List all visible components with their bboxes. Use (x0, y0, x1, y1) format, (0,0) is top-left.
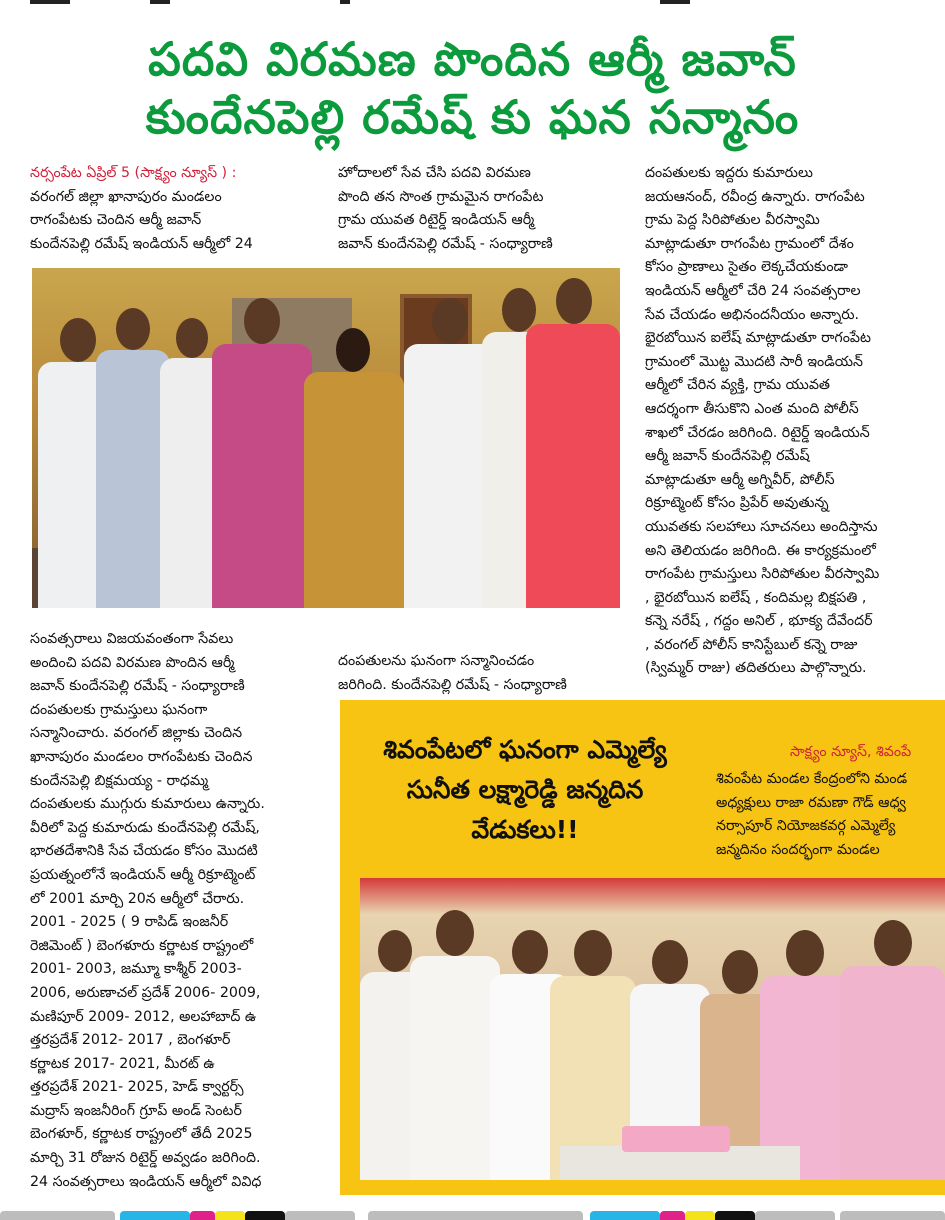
title-line: సునీత లక్ష్మారెడ్డి జన్మదిన (406, 775, 644, 804)
text-line: జవాన్ కుందేనపెల్లి రమేష్ - సంధ్యారాణి (30, 678, 245, 695)
text-line: మద్రాస్ ఇంజనీరింగ్ గ్రూప్ అండ్ సెంటర్ (30, 1102, 242, 1119)
photo-person (760, 930, 850, 1180)
text-line: భారతదేశానికి సేవ చేయడం కోసం మొదటి (30, 843, 258, 860)
text-line: గ్రామ పెద్ద సిరిపోతుల వీరస్వామి (645, 212, 820, 229)
photo-person (96, 308, 170, 608)
text-line: వరంగల్ జిల్లా ఖానాపురం మండలం (30, 188, 222, 205)
headline-line-2: కుందేనపెల్లి రమేష్ కు ఘన సన్మానం (145, 90, 800, 144)
felicitation-photo (32, 268, 620, 608)
text-line: , వరంగల్ పోలీస్ కానిస్టేబుల్ కన్నె రాజు (645, 636, 858, 653)
text-line: ప్రయత్నంలోనే ఇండియన్ ఆర్మీ రిక్రూట్మెంట్ (30, 866, 256, 883)
text-line: జయఆనంద్, రవీంద్ర ఉన్నారు. రాగంపేట (645, 188, 865, 205)
text-line: ఆదర్శంగా తీసుకొని ఎంత మంది పోలీస్ (645, 400, 859, 417)
text-line: కుందేనపెల్లి బిక్షమయ్య - రాధమ్మ (30, 772, 209, 789)
second-article-title (350, 730, 700, 850)
text-line: వీరిలో పెద్ద కుమారుడు కుందేనపెల్లి రమేష్, (30, 819, 260, 836)
text-line: త్తరప్రదేశ్ 2012- 2017 , బెంగళూర్ (30, 1032, 231, 1049)
text-line: కుందేనపెల్లి రమేష్ ఇండియన్ ఆర్మీలో 24 (30, 235, 253, 252)
title-line: వేడుకలు!! (471, 815, 579, 844)
second-article-body (716, 768, 945, 862)
title-line: శివంపేటలో ఘనంగా ఎమ్మెల్యే (383, 735, 667, 764)
top-cropped-strip (0, 0, 945, 12)
text-line: అధ్యక్షులు రాజా రమణా గౌడ్ ఆధ్వ (716, 794, 906, 811)
text-line: దంపతులను ఘనంగా సన్మానించడం (338, 653, 535, 669)
article-col1-bottom (30, 628, 330, 1194)
text-line: రిక్రూట్మెంట్ కోసం ప్రిపేర్ అవుతున్న (645, 495, 829, 512)
text-line: మార్చి 31 రోజున రిటైర్డ్ అవ్వడం జరిగింది. (30, 1150, 261, 1167)
text-line: (స్విమ్మర్ రాజు) తదితరులు పాల్గొన్నారు. (645, 660, 867, 677)
text-line: , భైరబోయిన ఐలేష్ , కందిమల్ల బిక్షపతి , (645, 589, 867, 606)
photo-person (840, 920, 945, 1180)
bottom-color-bar (0, 1208, 945, 1220)
text-line: కర్ణాటక 2017- 2021, మీరట్ ఉ (30, 1055, 215, 1072)
text-line: మణిపూర్ 2009- 2012, అలహాబాద్ ఉ (30, 1008, 257, 1025)
text-line: దంపతులకు ఇద్దరు కుమారులు (645, 165, 813, 181)
text-line: మాట్లాడుతూ ఆర్మీ అగ్నివీర్, పోలీస్ (645, 471, 835, 488)
headline (20, 30, 925, 146)
article-col2-top (338, 162, 628, 256)
text-line: రాగంపేట గ్రామస్తులు సిరిపోతుల వీరస్వామి (645, 566, 880, 583)
article-dateline: నర్సంపేట ఏప్రిల్ 5 (సాక్ష్యం న్యూస్ ) : (30, 165, 237, 181)
text-line: దంపతులకు గ్రామస్తులు ఘనంగా (30, 701, 208, 718)
text-line: యువతకు సలహాలు సూచనలు అందిస్తాను (645, 518, 878, 535)
text-line: త్తరప్రదేశ్ 2021- 2025, హెడ్ క్వార్టర్స్ (30, 1079, 244, 1096)
text-line: ఆర్మీలో చేరిన వ్యక్తి, గ్రామ యువత (645, 377, 830, 394)
article-col1-top (30, 162, 320, 256)
photo-person (526, 278, 620, 608)
photo-person-soldier (212, 298, 312, 608)
text-line: జవాన్ కుందేనపెల్లి రమేష్ - సంధ్యారాణి (338, 235, 553, 252)
text-line: నర్సాపూర్ నియోజకవర్గ ఎమ్మెల్యే (716, 818, 896, 835)
text-line: జన్మదినం సందర్భంగా మండల (716, 841, 880, 858)
text-line: ఇండియన్ ఆర్మీలో చేరి 24 సంవత్సరాల (645, 282, 861, 299)
text-line: సన్మానించారు. వరంగల్ జిల్లాకు చెందిన (30, 725, 243, 742)
text-line: రాగంపేటకు చెందిన ఆర్మీ జవాన్ (30, 212, 202, 229)
text-line: మాట్లాడుతూ రాగంపేట గ్రామంలో దేశం (645, 235, 854, 252)
text-line: గ్రామ యువత రిటైర్డ్ ఇండియన్ ఆర్మీ (338, 212, 535, 229)
birthday-cake (622, 1126, 730, 1152)
photo-person (410, 910, 500, 1180)
second-article-dateline: సాక్ష్యం న్యూస్, శివంపే (790, 744, 912, 760)
text-line: కన్నె నరేష్ , గద్దం అనిల్ , భూక్య దేవేందర్ (645, 613, 873, 630)
text-line: శివంపేట మండల కేంద్రంలోని మండ (716, 771, 908, 787)
text-line: జరిగింది. కుందేనపెల్లి రమేష్ - సంధ్యారాణి (338, 676, 567, 693)
text-line: హోదాలలో సేవ చేసి పదవి విరమణ (338, 165, 531, 181)
text-line: 2006, అరుణాచల్ ప్రదేశ్ 2006- 2009, (30, 984, 261, 1001)
text-line: సంవత్సరాలు విజయవంతంగా సేవలు (30, 631, 234, 647)
text-line: ఆర్మీ జవాన్ కుందేనపెల్లి రమేష్ (645, 448, 810, 465)
text-line: 24 సంవత్సరాలు ఇండియన్ ఆర్మీలో వివిధ (30, 1173, 262, 1190)
article-col2-bottom (338, 650, 628, 697)
text-line: లో 2001 మార్చి 20న ఆర్మీలో చేరారు. (30, 890, 245, 907)
article-col3 (645, 162, 925, 681)
text-line: గ్రామంలో మొట్ట మొదటి సారీ ఇండియన్ (645, 353, 863, 370)
text-line: అని తెలియడం జరిగింది. ఈ కార్యక్రమంలో (645, 542, 876, 559)
text-line: దంపతులకు ముగ్గురు కుమారులు ఉన్నారు. (30, 796, 265, 813)
text-line: 2001 - 2025 ( 9 రాపిడ్ ఇంజనీర్ (30, 914, 229, 931)
photo-person-spouse (304, 328, 404, 608)
text-line: రెజిమెంట్ ) బెంగళూరు కర్ణాటక రాష్ట్రంలో (30, 937, 254, 954)
text-line: భైరబోయిన ఐలేష్ మాట్లాడుతూ రాగంపేట (645, 330, 871, 347)
text-line: అందించి పదవి విరమణ పొందిన ఆర్మీ (30, 654, 235, 671)
headline-line-1: పదవి విరమణ పొందిన ఆర్మీ జవాన్ (148, 32, 797, 86)
text-line: శాఖలో చేరడం జరిగింది. రిటైర్డ్ ఇండియన్ (645, 424, 870, 441)
text-line: సేవ చేయడం అభినందనీయం అన్నారు. (645, 306, 860, 323)
text-line: కోసం ప్రాణాలు సైతం లెక్కచేయకుండా (645, 259, 848, 276)
text-line: పొంది తన సొంత గ్రామమైన రాగంపేట (338, 188, 544, 205)
text-line: ఖానాపురం మండలం రాగంపేటకు చెందిన (30, 748, 253, 765)
birthday-celebration-photo (360, 878, 945, 1180)
text-line: 2001- 2003, జమ్మూ కాశ్మీర్ 2003- (30, 961, 242, 978)
text-line: బెంగళూర్, కర్ణాటక రాష్ట్రంలో తేదీ 2025 (30, 1126, 253, 1143)
